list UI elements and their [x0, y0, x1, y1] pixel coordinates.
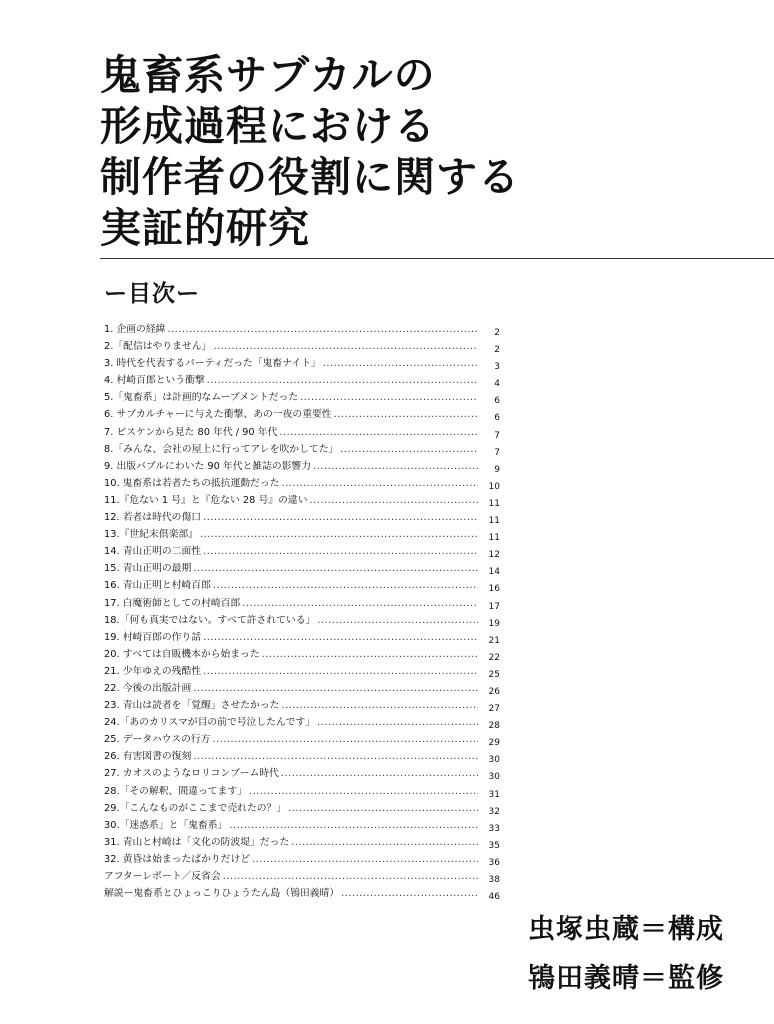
title-line: 鬼畜系サブカルの: [100, 51, 436, 99]
toc-entry-page: 7: [494, 447, 500, 458]
toc-entry-label: 23. 青山は読者を「覚醒」させたかった: [104, 700, 280, 712]
toc-entry-label: 6. サブカルチャーに与えた衝撃、あの一夜の重要性: [104, 409, 332, 421]
toc-entry-page: 22: [488, 652, 500, 663]
toc-entry-label: 2.「配信はやりません」: [104, 341, 212, 353]
toc-leader-dots: [203, 663, 478, 680]
toc-entry: [104, 817, 500, 834]
toc-entry: [104, 680, 500, 697]
toc-entry: [104, 424, 500, 441]
table-of-contents: [104, 321, 500, 902]
toc-leader-dots: [249, 783, 478, 800]
toc-entry: [104, 697, 500, 714]
toc-entry: [104, 646, 500, 663]
toc-entry-label: 20. すべては自販機本から始まった: [104, 648, 260, 660]
toc-leader-dots: [203, 543, 478, 560]
toc-leader-dots: [279, 424, 478, 441]
toc-entry: [104, 731, 500, 748]
toc-leader-dots: [310, 492, 479, 509]
toc-entry: [104, 458, 500, 475]
toc-entry-page: 6: [494, 396, 500, 407]
toc-entry-label: 24.「あのカリスマが目の前で号泣したんです」: [104, 717, 316, 729]
toc-entry-page: 7: [494, 430, 500, 441]
toc-entry-label: 26. 有害図書の復刻: [104, 751, 192, 763]
toc-entry-label: 9. 出版バブルにわいた 90 年代と雑誌の影響力: [104, 460, 312, 472]
toc-entry-label: 16. 青山正明と村崎百郎: [104, 580, 211, 592]
toc-leader-dots: [262, 646, 478, 663]
toc-entry-page: 36: [488, 857, 500, 868]
toc-leader-dots: [167, 321, 478, 338]
toc-entry: [104, 338, 500, 355]
toc-leader-dots: [213, 577, 478, 594]
toc-entry-page: 9: [494, 464, 500, 475]
toc-entry-page: 11: [488, 498, 500, 509]
toc-entry-page: 4: [494, 379, 500, 390]
toc-leader-dots: [203, 509, 478, 526]
toc-entry-label: 4. 村崎百郎という衝撃: [104, 375, 205, 387]
toc-entry-page: 11: [488, 533, 500, 544]
toc-entry: [104, 321, 500, 338]
toc-entry: [104, 595, 500, 612]
toc-entry-label: 7. ビスケンから見た 80 年代 / 90 年代: [104, 426, 278, 438]
toc-entry-page: 14: [488, 567, 500, 578]
toc-entry-label: 21. 少年ゆえの残酷性: [104, 665, 202, 677]
toc-entry-label: 12. 若者は時代の傷口: [104, 512, 202, 524]
toc-leader-dots: [212, 731, 478, 748]
toc-entry-label: 13.『世紀末倶楽部』: [104, 529, 198, 541]
toc-entry-label: 5.「鬼畜系」は計画的なムーブメントだった: [104, 392, 299, 404]
toc-leader-dots: [207, 372, 478, 389]
toc-entry-label: アフターレポート／反省会: [104, 871, 221, 882]
toc-entry-label: 11.『危ない 1 号』と『危ない 28 号』の違い: [104, 494, 308, 506]
toc-entry-page: 2: [494, 345, 500, 356]
page-title: [100, 50, 520, 254]
toc-entry-label: 32. 黄昏は始まったばかりだけど: [104, 853, 251, 865]
credit-supervision: 鴇田義晴＝監修: [528, 963, 724, 994]
toc-entry-page: 16: [488, 584, 500, 595]
toc-entry: [104, 834, 500, 851]
credit-composition: 虫塚虫蔵＝構成: [528, 914, 724, 945]
toc-entry-label: 31. 青山と村崎は「文化の防波堤」だった: [104, 836, 290, 848]
toc-entry-label: 1. 企画の経緯: [104, 324, 166, 335]
toc-entry: [104, 663, 500, 680]
toc-leader-dots: [288, 800, 478, 817]
toc-leader-dots: [200, 526, 478, 543]
toc-entry: [104, 868, 500, 885]
toc-entry-page: 27: [488, 704, 500, 715]
toc-entry: [104, 629, 500, 646]
toc-entry-page: 17: [488, 601, 500, 612]
toc-leader-dots: [252, 851, 478, 868]
toc-entry-page: 35: [488, 840, 500, 851]
toc-leader-dots: [313, 458, 478, 475]
toc-leader-dots: [223, 868, 478, 885]
toc-leader-dots: [323, 355, 478, 372]
toc-leader-dots: [229, 817, 478, 834]
toc-leader-dots: [281, 697, 478, 714]
toc-leader-dots: [281, 475, 478, 492]
toc-entry-page: 31: [488, 789, 500, 800]
toc-entry: [104, 851, 500, 868]
toc-leader-dots: [193, 748, 478, 765]
toc-leader-dots: [317, 612, 478, 629]
toc-entry-page: 12: [488, 550, 500, 561]
toc-entry-label: 28.「その解釈、間違ってます」: [104, 785, 247, 797]
toc-entry-page: 30: [488, 772, 500, 783]
toc-entry-label: 29.「こんなものがここまで売れたの？」: [104, 802, 287, 814]
toc-entry-page: 11: [488, 516, 500, 527]
toc-entry: [104, 372, 500, 389]
toc-leader-dots: [317, 714, 478, 731]
toc-entry: [104, 492, 500, 509]
toc-entry: [104, 475, 500, 492]
toc-entry: [104, 612, 500, 629]
divider: [100, 258, 774, 259]
toc-entry-page: 19: [488, 618, 500, 629]
toc-entry-label: 8.「みんな、会社の屋上に行ってアレを吹かしてた」: [104, 443, 339, 455]
toc-entry-page: 29: [488, 738, 500, 749]
toc-entry-label: 30.「迷惑系」と「鬼畜系」: [104, 819, 228, 831]
toc-leader-dots: [193, 560, 478, 577]
toc-entry: [104, 800, 500, 817]
toc-entry: [104, 783, 500, 800]
toc-entry-label: 15. 青山正明の最期: [104, 563, 192, 575]
toc-leader-dots: [213, 338, 478, 355]
toc-entry: [104, 509, 500, 526]
toc-entry-page: 38: [488, 875, 500, 885]
toc-leader-dots: [203, 629, 478, 646]
toc-entry-label: 19. 村崎百郎の作り話: [104, 631, 202, 643]
toc-entry-label: 10. 鬼畜系は若者たちの抵抗運動だった: [104, 477, 280, 489]
toc-entry-label: 3. 時代を代表するパーティだった「鬼畜ナイト」: [104, 358, 321, 370]
toc-leader-dots: [340, 441, 478, 458]
toc-leader-dots: [291, 834, 478, 851]
toc-entry-page: 2: [494, 328, 500, 338]
toc-entry: [104, 441, 500, 458]
toc-entry: [104, 526, 500, 543]
toc-entry: [104, 543, 500, 560]
toc-entry: [104, 885, 500, 902]
toc-entry-label: 17. 白魔術師としての村崎百郎: [104, 597, 241, 609]
toc-entry-page: 28: [488, 721, 500, 732]
toc-heading: ー目次ー: [104, 281, 200, 307]
toc-entry: [104, 389, 500, 406]
toc-entry-page: 21: [488, 635, 500, 646]
toc-entry-page: 30: [488, 755, 500, 766]
title-line: 実証的研究: [100, 204, 310, 252]
toc-leader-dots: [341, 885, 478, 902]
toc-entry: [104, 714, 500, 731]
toc-entry-page: 6: [494, 413, 500, 424]
toc-entry-page: 46: [488, 892, 500, 903]
toc-leader-dots: [193, 680, 478, 697]
toc-entry-label: 14. 青山正明の二面性: [104, 546, 202, 558]
toc-entry: [104, 748, 500, 765]
toc-entry-page: 10: [488, 481, 500, 492]
toc-entry: [104, 765, 500, 782]
toc-entry-label: 18.「何も真実ではない。すべて許されている」: [104, 614, 316, 626]
toc-entry: [104, 577, 500, 594]
toc-entry-label: 27. カオスのようなロリコンブーム時代: [104, 768, 279, 780]
toc-entry-page: 32: [488, 806, 500, 817]
toc-leader-dots: [300, 389, 478, 406]
toc-entry-page: 33: [488, 823, 500, 834]
toc-entry-page: 25: [488, 669, 500, 680]
toc-entry-label: 22. 今後の出版計画: [104, 682, 192, 694]
toc-leader-dots: [281, 765, 478, 782]
toc-entry-label: 解説ー鬼畜系とひょっこりひょうたん島（鴇田義晴）: [104, 888, 340, 900]
toc-entry-label: 25. データハウスの行方: [104, 734, 211, 746]
toc-entry-page: 26: [488, 686, 500, 697]
toc-leader-dots: [334, 406, 478, 423]
toc-entry: [104, 560, 500, 577]
toc-entry: [104, 355, 500, 372]
toc-entry-page: 3: [494, 362, 500, 373]
title-line: 制作者の役割に関する: [100, 153, 520, 201]
title-line: 形成過程における: [100, 102, 436, 150]
toc-entry: [104, 406, 500, 423]
toc-leader-dots: [242, 595, 478, 612]
